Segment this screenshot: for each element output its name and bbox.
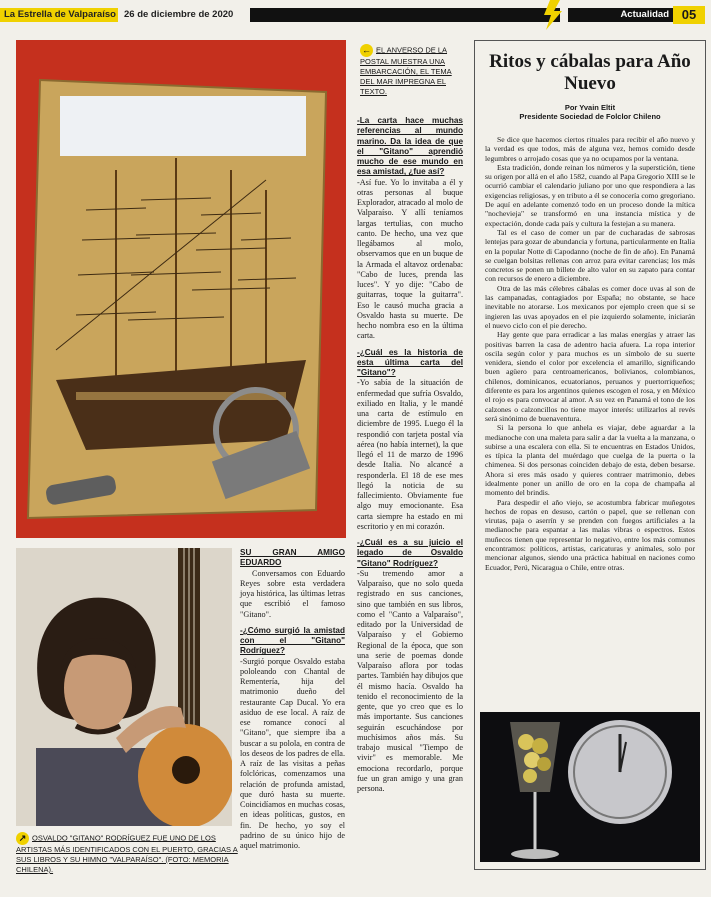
champagne-clock-icon [480, 712, 700, 862]
ship-postcard-icon [16, 40, 346, 538]
subheading-friend: SU GRAN AMIGO EDUARDO [240, 548, 345, 568]
sidebar-paragraph: Tal es el caso de comer un par de cucharadas de sabrosas lentejas para gozar de abundancia y fortuna, particularmente en Italia en la popular Notte di Capodanno (noche de fin de año). En Panamá se cuelgan bolsitas rellenas con arroz para evitar carencias; los más concretos se ponen un billete de alto valor en su zapato para contar con recursos de enero a diciembre. [485, 227, 695, 284]
sidebar-paragraph: Se dice que hacemos ciertos rituales para recibir el año nuevo y la verdad es que todos, más de alguna vez, hemos comido desde legumbres o arrojado cosas que ya no ocupamos por la ventana. [485, 135, 695, 163]
sidebar-paragraph: Para despedir el año viejo, se acostumbra fabricar muñegotes hechos de ropas en desuso, cartón o papel, que se rellenan con virutas, paja o aserrín y se prenden con fuegos artificiales a la medianoche para espantar a las malas vibras o espectros. Estos muñecos tienen que representar lo negativo, entre los más comunes encontramos: políticos, artistas, caricaturas y animales, solo por mencionar algunos, siendo una práctica habitual en naciones como Ecuador, Perú, Nicaragua o Chile, entre otras. [485, 497, 695, 572]
postcard-caption [360, 44, 465, 97]
section-label: Actualidad [568, 8, 673, 22]
interview-column-middle [357, 116, 463, 794]
sidebar-paragraph: Otra de las más célebres cábalas es comer doce uvas al son de las campanadas, contagiados por España; no obstante, se hace inevitable no atorarse. Los mexicanos por ejemplo creen que si se ingieren las uvas apoyados en el pie izquierdo solamente, iniciarán el nuevo ciclo con el pie derecho. [485, 283, 695, 330]
postcard-caption-text: EL ANVERSO DE LA POSTAL MUESTRA UNA EMBARCACIÓN, EL TEMA DEL MAR IMPREGNA EL TEXTO. [360, 45, 452, 96]
guitarist-caption-text: OSVALDO "GITANO" RODRÍGUEZ FUE UNO DE LOS ARTISTAS MÁS IDENTIFICADOS CON EL PUERTO, GRACIAS A SUS LIBROS Y SU HIMNO "VALPARAÍSO". (FOTO: MEMORIA CHILENA). [16, 833, 238, 874]
page-number: 05 [673, 6, 705, 24]
question-legacy: -¿Cuál es a su juicio el legado de Osvaldo "Gitano" Rodríguez? [357, 538, 463, 568]
answer-friendship: -Surgió porque Osvaldo estaba pololeando con Chantal de Rementería, hija del matrimonio dueño del restaurante Cap Ducal. Yo era asiduo de ese local. A raíz de ese romance conocí al "Gitano", que siempre iba a buscar a su polola, en contra de los deseos de los padres de ella. A raíz de las visitas a peñas folclóricas, comenzamos una relación de profunda amistad, que duró hasta su muerte. Coincidíamos en muchas cosas, en ideas políticas, gustos, en fin. De hecho, yo soy el padrino de su único hijo de aquel matrimonio. [240, 656, 345, 850]
postcard-photo [16, 40, 346, 538]
guitarist-caption [16, 832, 246, 875]
question-friendship: -¿Cómo surgió la amistad con el "Gitano" Rodríguez? [240, 625, 345, 656]
question-marine: -La carta hace muchas referencias al mundo marino. Da la idea de que el "Gitano" aprendió mucho de ese mundo en esa amistad, ¿fue así? [357, 116, 463, 177]
champagne-photo [480, 712, 700, 862]
sidebar-byline [475, 103, 705, 121]
sidebar-title: Ritos y cábalas para Año Nuevo [489, 51, 691, 94]
lightning-icon [536, 0, 568, 30]
interview-column-left [240, 548, 345, 851]
sidebar-author-role: Presidente Sociedad de Folclor Chileno [519, 112, 661, 121]
header-black-bar [250, 8, 560, 22]
sidebar-author: Por Yvain Eltit [564, 103, 616, 112]
guitarist-photo [16, 548, 232, 826]
intro-paragraph: Conversamos con Eduardo Reyes sobre esta verdadera joya histórica, las últimas letras que escribió el famoso "Gitano". [240, 568, 345, 619]
sidebar-paragraph: Esta tradición, donde reinan los números y la superstición, tiene su origen por allá en el año 1582, cuando al Papa Gregorio XIII se le ocurrió cambiar el calendario juliano por uno que respondiera a las exigencias religiosas, y en tributo a él se conocería como gregoriano. De aquí en adelante comenzó todo en un proceso donde la mítica "nochevieja" se transformó en una instancia mística y de expectación, donde cada país y cultura la festejan a su manera. [485, 162, 695, 228]
arrow-left-icon: ← [362, 45, 371, 55]
answer-legacy: -Su tremendo amor a Valparaíso, que no solo queda registrado en sus canciones, sino que también en sus libros, como el "Canto a Valparaíso", editado por la Universidad de Valparaíso y el Gobierno Regional de la época, que son una serie de poemas donde Valparaíso aflora por todas partes. También hay dibujos que él mismo hacía. Osvaldo ha tenido el reconocimiento de la gente, que yo creo que es lo más importante. Sus canciones seguirán escuchándose por muchísimos años más. Su trabajo musical "Tiempo de vivir" es memorable. Me emociona recordarlo, porque fue un gran amigo y una gran persona. [357, 568, 463, 793]
page-header [0, 0, 711, 28]
answer-last-letter: -Yo sabía de la situación de enfermedad que sufría Osvaldo, exiliado en Italia, y le mandé una carta de estímulo en diciembre de 1995. Luego él la respondió con tarjeta postal vía aérea (no había internet), la que llegó el 11 de marzo de 1996 desde Italia. No alcancé a responderla. El 18 de ese mes llegó la noticia de su fallecimiento. Obviamente fue algo muy emocionante. Esa carta siempre ha estado en mi escritorio y en mi corazón. [357, 378, 463, 531]
sidebar-body [485, 135, 695, 572]
issue-date: 26 de diciembre de 2020 [124, 9, 234, 20]
newspaper-title: La Estrella de Valparaíso [4, 9, 116, 20]
guitar-portrait-icon [16, 548, 232, 826]
arrow-up-right-icon: ↗ [16, 832, 29, 845]
sidebar-paragraph: Si la persona lo que anhela es viajar, debe aguardar a la medianoche con una maleta para salir a dar la vuelta a la manzana, o subirse a una escalera con ella. Si te encuentras en Estados Unidos, es típica la planta del muérdago que cuelga de la puerta o la chimenea. Si dos personas coinciden debajo de esta, deben besarse. Ahora si eres más osado y quieres contraer matrimonio, debes idealmente poner un anillo de oro en la copa de champaña al momento del brindis. [485, 423, 695, 498]
answer-marine: -Así fue. Yo lo invitaba a él y otras personas al buque Explorador, atracado al molo de Valparaíso. Y allí teníamos largas tertulias, con mucho canto. De hecho, una vez que llegábamos al molo, observamos que en un buque de la Armada el altavoz ordenaba: "Cabo de luces, prenda las luces". Y yo dije: "Cabo de guitarras, toque la guitarra". Eso le causó mucha gracia a Osvaldo hasta su muerte. De hecho nombra eso en la última carta. [357, 177, 463, 341]
sidebar-paragraph: Hay gente que para erradicar a las malas energías y atraer las positivas barren la casa de adentro hacia afuera. La ropa interior oscila según color y para muchos es un símbolo de su suerte venidera, siendo el color por excelencia el amarillo, significando buen agüero para centroamericanos, bolivianos, colombianos, chilenos, dominicanos, ecuatorianos, peruanos y puertorriqueños; diferente es para los argentinos quienes escogen el rosa, y en México el rojo es para convocar al amor. A su vez en Panamá el tono de los calzones o calzoncillos no tiene mayor interés: utilizarlos al revés será sinónimo de buenaventura. [485, 330, 695, 423]
question-last-letter: -¿Cuál es la historia de esta última carta del "Gitano"? [357, 347, 463, 377]
